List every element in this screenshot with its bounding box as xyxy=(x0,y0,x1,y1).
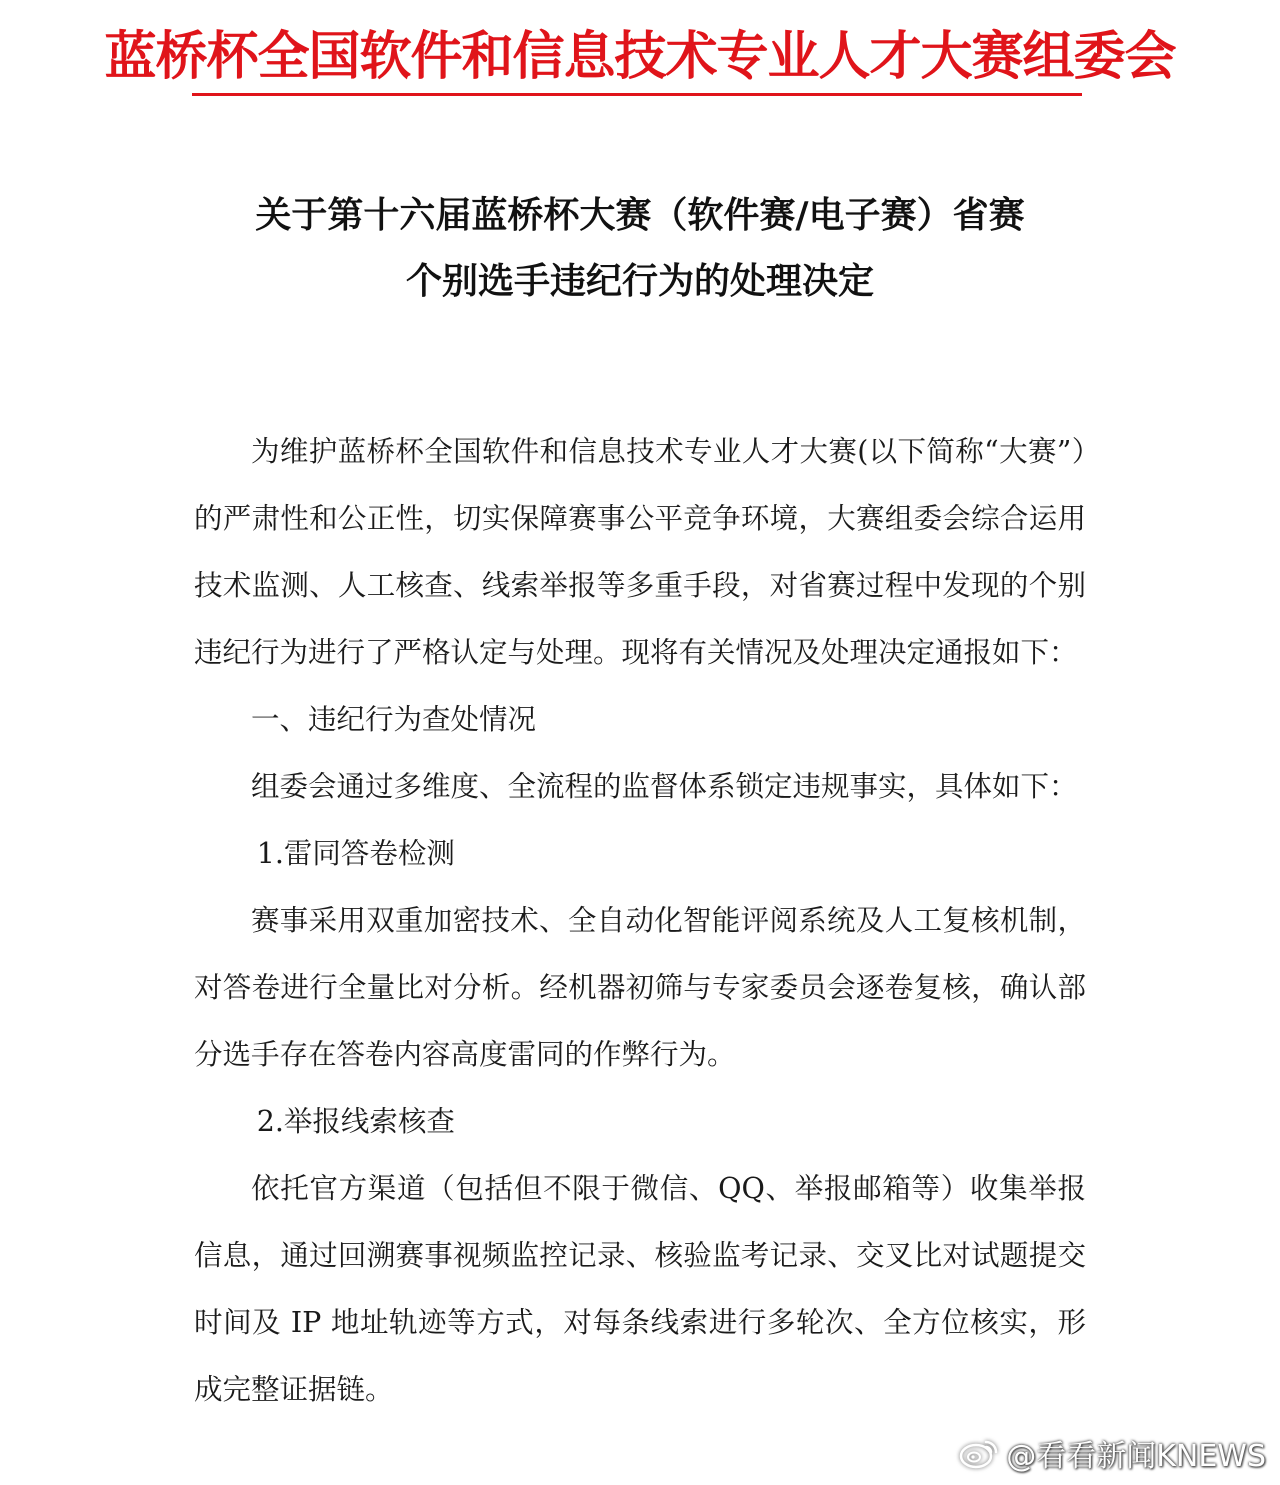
document-body xyxy=(194,418,1086,1423)
item-2-heading: 2.举报线索核查 xyxy=(256,1105,455,1138)
watermark-text: @看看新闻KNEWS xyxy=(1006,1439,1266,1474)
letterhead-red-rule xyxy=(192,93,1082,96)
weibo-icon xyxy=(958,1436,1000,1470)
source-watermark xyxy=(958,1431,1266,1475)
document-title xyxy=(0,188,1280,310)
section-1-paragraph: 组委会通过多维度、全流程的监督体系锁定违规事实，具体如下： xyxy=(251,770,1078,803)
letterhead-org-name: 蓝桥杯全国软件和信息技术专业人才大赛组委会 xyxy=(104,27,1176,87)
document-title-line-1: 关于第十六届蓝桥杯大赛（软件赛/电子赛）省赛 xyxy=(255,195,1025,236)
section-1-heading: 一、违纪行为查处情况 xyxy=(251,703,537,736)
item-2-paragraph: 依托官方渠道（包括但不限于微信、QQ、举报邮箱等）收集举报信息，通过回溯赛事视频监控记录、核验监考记录、交叉比对试题提交时间及 IP 地址轨迹等方式，对每条线索进行多轮次、全方位核实，形成完整证据链。 xyxy=(194,1172,1086,1406)
item-1-paragraph: 赛事采用双重加密技术、全自动化智能评阅系统及人工复核机制，对答卷进行全量比对分析。经机器初筛与专家委员会逐卷复核，确认部分选手存在答卷内容高度雷同的作弊行为。 xyxy=(194,904,1086,1071)
item-1-heading: 1.雷同答卷检测 xyxy=(256,837,455,870)
intro-paragraph: 为维护蓝桥杯全国软件和信息技术专业人才大赛(以下简称“大赛”）的严肃性和公正性，切实保障赛事公平竞争环境，大赛组委会综合运用技术监测、人工核查、线索举报等多重手段，对省赛过程中发现的个别违纪行为进行了严格认定与处理。现将有关情况及处理决定通报如下： xyxy=(194,435,1086,669)
document-title-line-2: 个别选手违纪行为的处理决定 xyxy=(405,261,874,302)
